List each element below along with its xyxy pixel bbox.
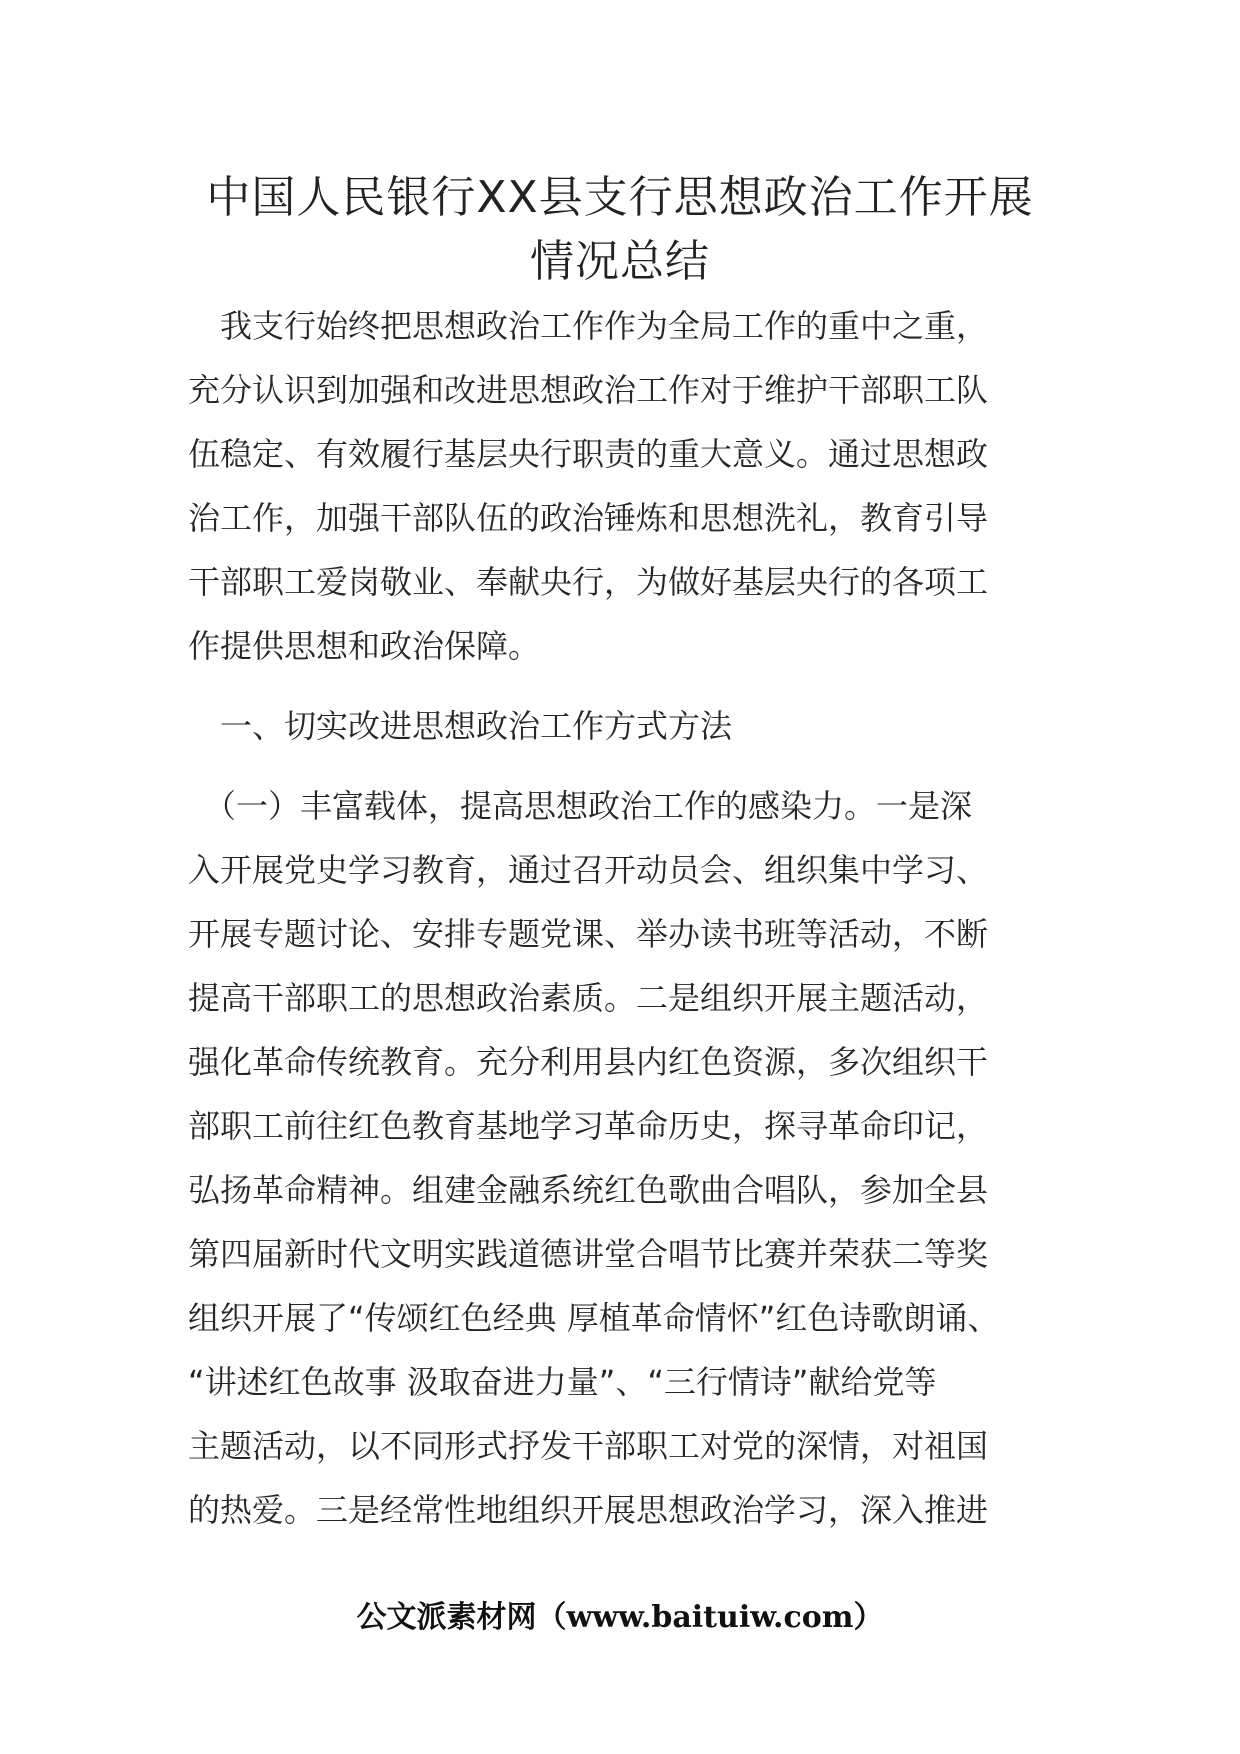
document-title-line-2: 情况总结 — [530, 236, 710, 287]
body-line: 强化革命传统教育。充分利用县内红色资源，多次组织干 — [188, 1043, 989, 1081]
body-line: （一）丰富载体，提高思想政治工作的感染力。一是深 — [188, 787, 973, 825]
footer-watermark-text: 公文派素材网（www.baituiw.com） — [356, 1600, 884, 1635]
body-line: 开展专题讨论、安排专题党课、举办读书班等活动，不断 — [188, 915, 989, 953]
body-line: 部职工前往红色教育基地学习革命历史，探寻革命印记， — [188, 1107, 989, 1145]
document-title-line-1: 中国人民银行XX县支行思想政治工作开展 — [206, 172, 1034, 223]
body-line: 第四届新时代文明实践道德讲堂合唱节比赛并荣获二等奖 — [188, 1235, 989, 1273]
body-line: 治工作，加强干部队伍的政治锤炼和思想洗礼，教育引导 — [188, 499, 989, 537]
body-line: “讲述红色故事 汲取奋进力量”、“三行情诗”献给党等 — [188, 1363, 937, 1401]
body-line: 充分认识到加强和改进思想政治工作对于维护干部职工队 — [188, 371, 989, 409]
body-line: 伍稳定、有效履行基层央行职责的重大意义。通过思想政 — [188, 435, 989, 473]
body-line: 提高干部职工的思想政治素质。二是组织开展主题活动， — [188, 979, 989, 1017]
section-heading: 一、切实改进思想政治工作方式方法 — [188, 707, 733, 745]
body-line: 入开展党史学习教育，通过召开动员会、组织集中学习、 — [188, 851, 989, 889]
body-line: 作提供思想和政治保障。 — [188, 627, 541, 665]
body-line: 干部职工爱岗敬业、奉献央行，为做好基层央行的各项工 — [188, 563, 989, 601]
body-line: 的热爱。三是经常性地组织开展思想政治学习，深入推进 — [188, 1491, 989, 1529]
body-line: 组织开展了“传颂红色经典 厚植革命情怀”红色诗歌朗诵、 — [188, 1299, 1000, 1337]
body-line: 我支行始终把思想政治工作作为全局工作的重中之重， — [188, 307, 989, 345]
body-line: 弘扬革命精神。组建金融系统红色歌曲合唱队，参加全县 — [188, 1171, 989, 1209]
body-line: 主题活动，以不同形式抒发干部职工对党的深情，对祖国 — [188, 1427, 989, 1465]
